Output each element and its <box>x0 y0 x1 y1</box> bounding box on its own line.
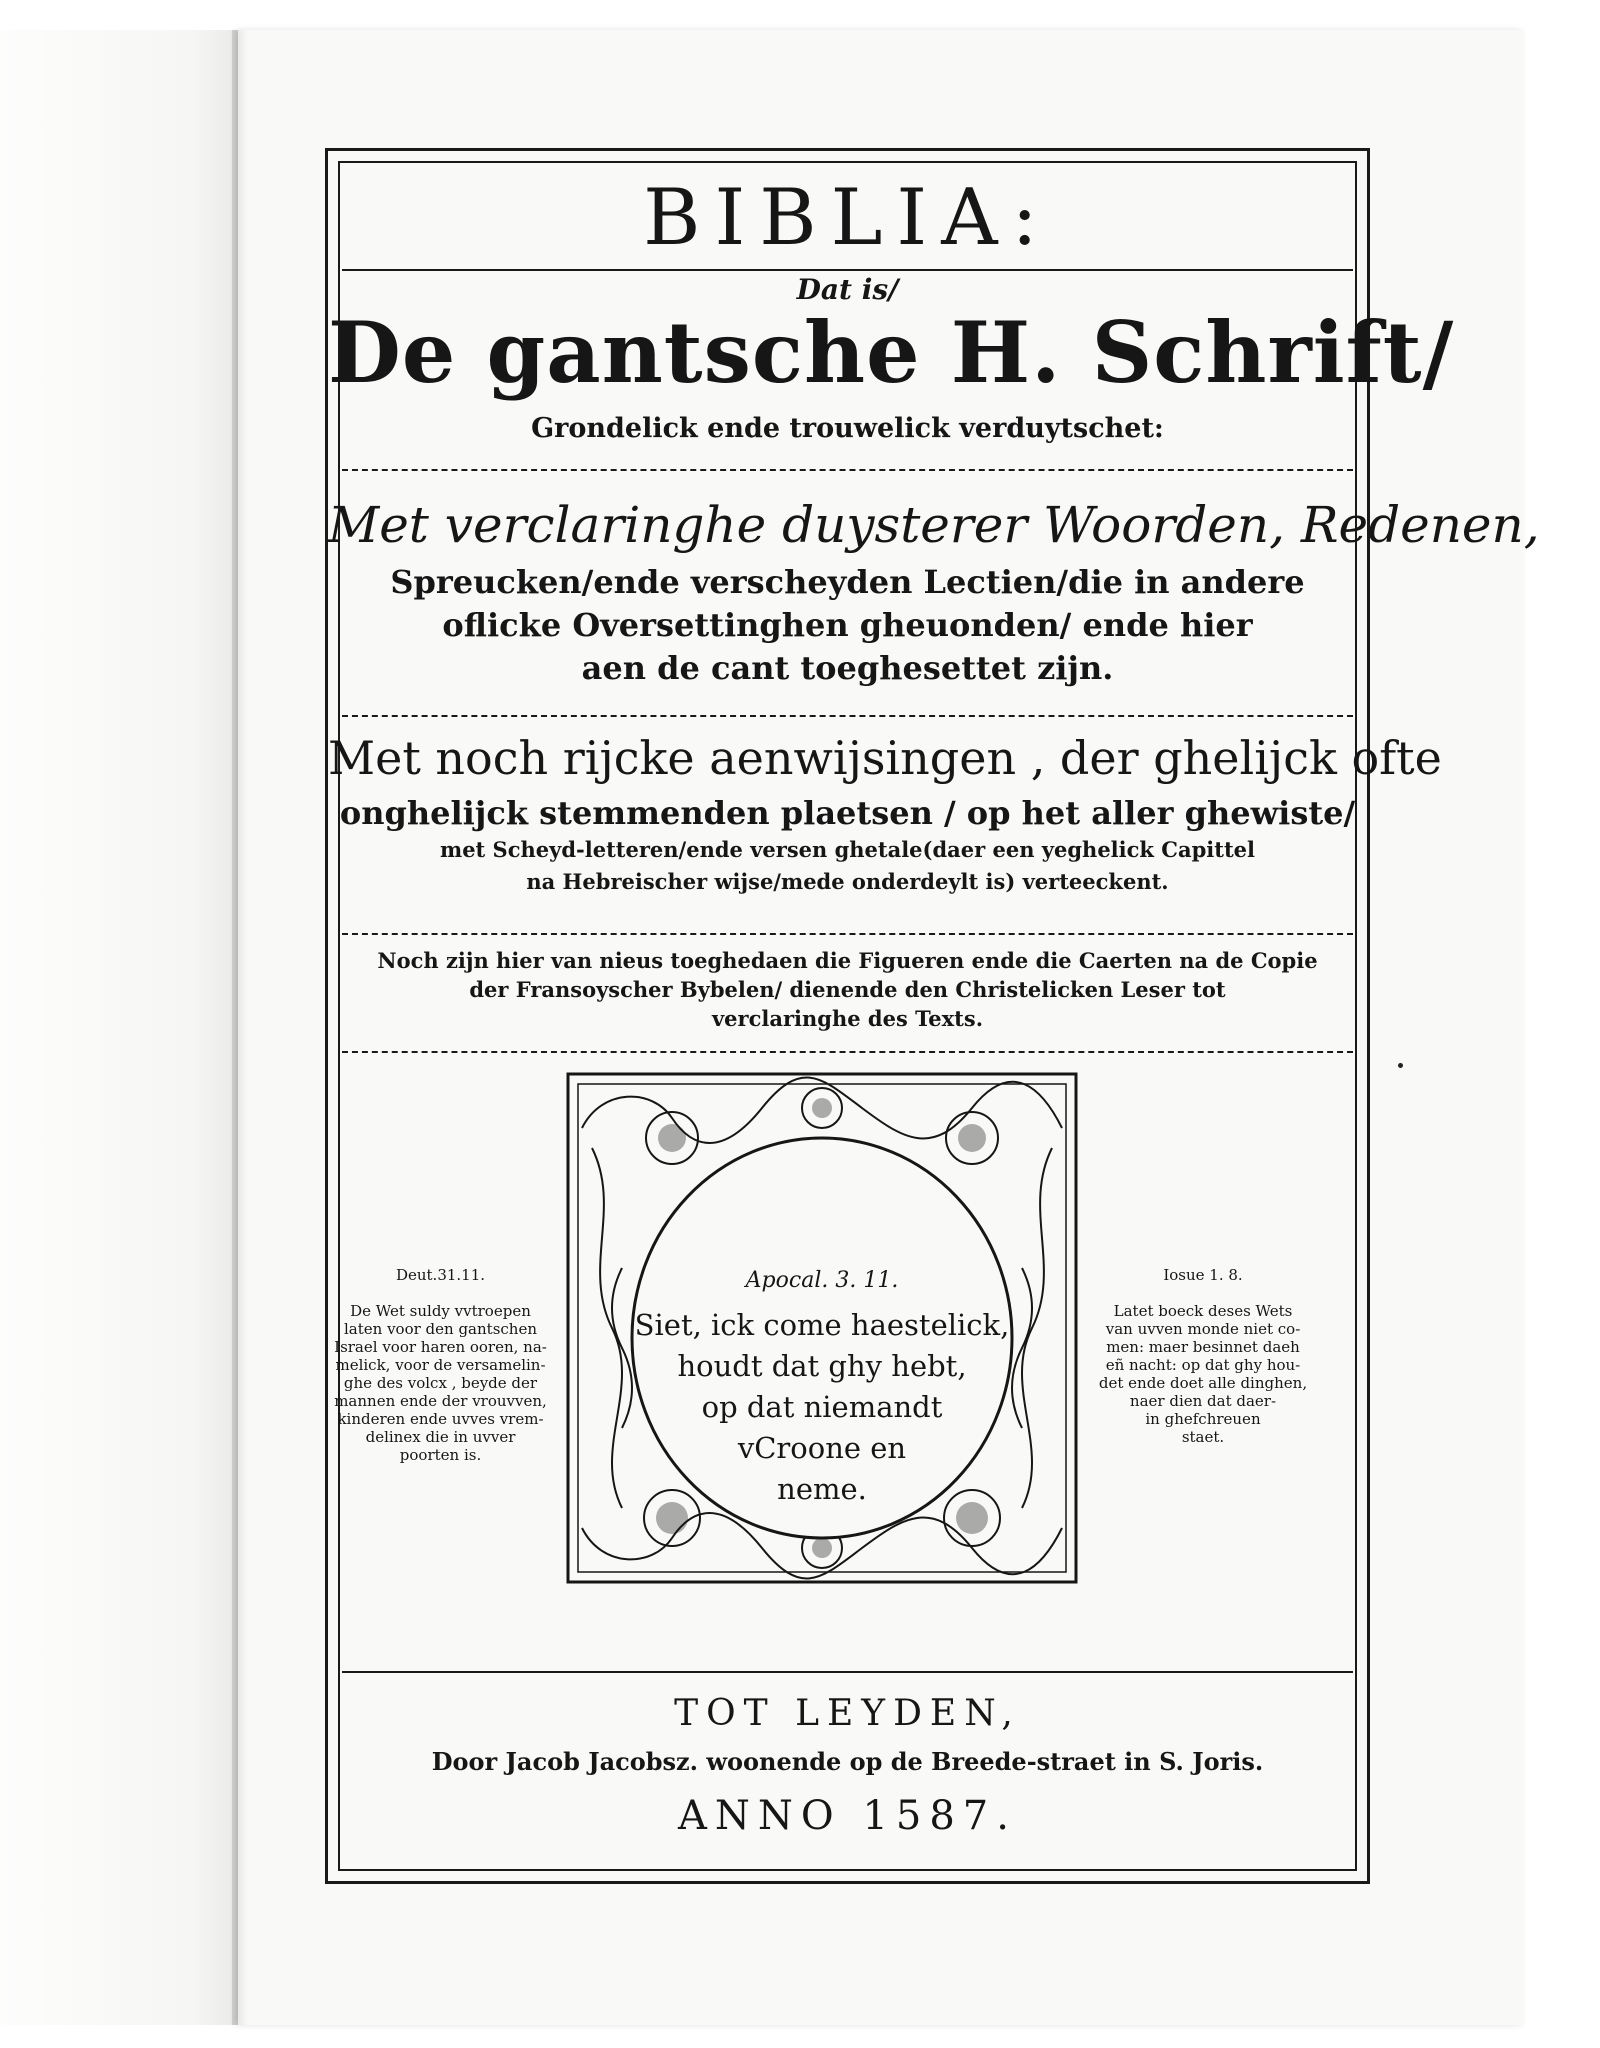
left-note-line: Israel voor haren ooren, na- <box>334 1338 547 1356</box>
main-title: De gantsche H. Schrift/ <box>328 303 1455 402</box>
left-note-line: melick, voor de versamelin- <box>335 1356 546 1374</box>
nieuws-line-1: Noch zijn hier van nieus toeghedaen die Figueren ende die Caerten na de Copie <box>377 948 1318 973</box>
noch-line-1: Met noch rijcke aenwijsingen , der ghelijck ofte <box>328 731 1442 785</box>
imprint-printer: Door Jacob Jacobsz. woonende op de Breede-straet in S. Joris. <box>431 1747 1264 1776</box>
right-note-line: Latet boeck deses Wets <box>1113 1302 1293 1320</box>
right-note-line: eñ nacht: op dat ghy hou- <box>1105 1356 1301 1374</box>
quote-line: neme. <box>777 1472 867 1506</box>
ink-speck <box>1398 1063 1403 1068</box>
left-note-line: mannen ende der vrouvven, <box>334 1392 547 1410</box>
title-page-frame <box>325 148 1540 1884</box>
nieuws-line-2: der Fransoyscher Bybelen/ dienende den Christelicken Leser tot <box>469 977 1226 1002</box>
quote-line: vCroone en <box>737 1431 907 1465</box>
right-note-reference: Iosue 1. 8. <box>1163 1266 1243 1284</box>
verclaring-line-3: oflicke Oversettinghen gheuonden/ ende hier <box>442 606 1253 644</box>
left-note-line: De Wet suldy vvtroepen <box>350 1302 531 1320</box>
left-note-line: laten voor den gantschen <box>344 1320 537 1338</box>
imprint-place: TOT LEYDEN, <box>674 1693 1021 1734</box>
right-note-line: van uvven monde niet co- <box>1105 1320 1301 1338</box>
imprint-year: ANNO 1587. <box>678 1793 1017 1839</box>
left-note-line: kinderen ende uvves vrem- <box>337 1410 544 1428</box>
rule-6 <box>342 1671 1353 1673</box>
verclaring-line-1: Met verclaringhe duysterer Woorden, Redenen, <box>328 496 1540 554</box>
right-margin-note <box>1088 1266 1318 1446</box>
nieuws-line-3: verclaringhe des Texts. <box>711 1006 984 1031</box>
right-note-line: men: maer besinnet daeh <box>1106 1338 1300 1356</box>
left-page <box>0 30 240 2025</box>
left-margin-note <box>328 1266 553 1464</box>
quote-line: houdt dat ghy hebt, <box>677 1349 967 1383</box>
quote-line: op dat niemandt <box>701 1390 943 1424</box>
subtitle: Grondelick ende trouwelick verduytschet: <box>531 413 1164 444</box>
right-note-line: in ghefchreuen <box>1145 1410 1261 1428</box>
noch-line-3: met Scheyd-letteren/ende versen ghetale(daer een yeghelick Capittel <box>439 837 1256 862</box>
rule-5 <box>342 1051 1353 1053</box>
rule-4 <box>342 933 1353 935</box>
left-note-reference: Deut.31.11. <box>395 1266 486 1284</box>
verclaring-line-4: aen de cant toeghesettet zijn. <box>581 649 1114 687</box>
left-note-line: delinex die in uvver <box>365 1428 516 1446</box>
verclaring-line-2: Spreucken/ende verscheyden Lectien/die in andere <box>390 563 1305 601</box>
book-spine-shadow <box>232 30 248 2025</box>
right-note-line: det ende doet alle dinghen, <box>1098 1374 1308 1392</box>
ornamental-frame <box>562 1068 1082 1592</box>
rule-2 <box>342 469 1353 471</box>
right-note-line: naer dien dat daer- <box>1129 1392 1277 1410</box>
rule-1 <box>342 269 1353 271</box>
left-note-line: poorten is. <box>399 1446 482 1464</box>
biblia-heading: BIBLIA: <box>643 173 1052 263</box>
right-note-line: staet. <box>1181 1428 1225 1446</box>
ornament-quote <box>562 1068 1082 1588</box>
left-note-line: ghe des volcx , beyde der <box>343 1374 538 1392</box>
noch-line-2: onghelijck stemmenden plaetsen / op het aller ghewiste/ <box>339 794 1356 832</box>
quote-reference: Apocal. 3. 11. <box>745 1268 899 1293</box>
noch-line-4: na Hebreischer wijse/mede onderdeylt is) verteeckent. <box>526 869 1169 894</box>
dat-is-line: Dat is/ <box>796 273 899 306</box>
quote-line: Siet, ick come haestelick, <box>634 1308 1010 1342</box>
rule-3 <box>342 715 1353 717</box>
